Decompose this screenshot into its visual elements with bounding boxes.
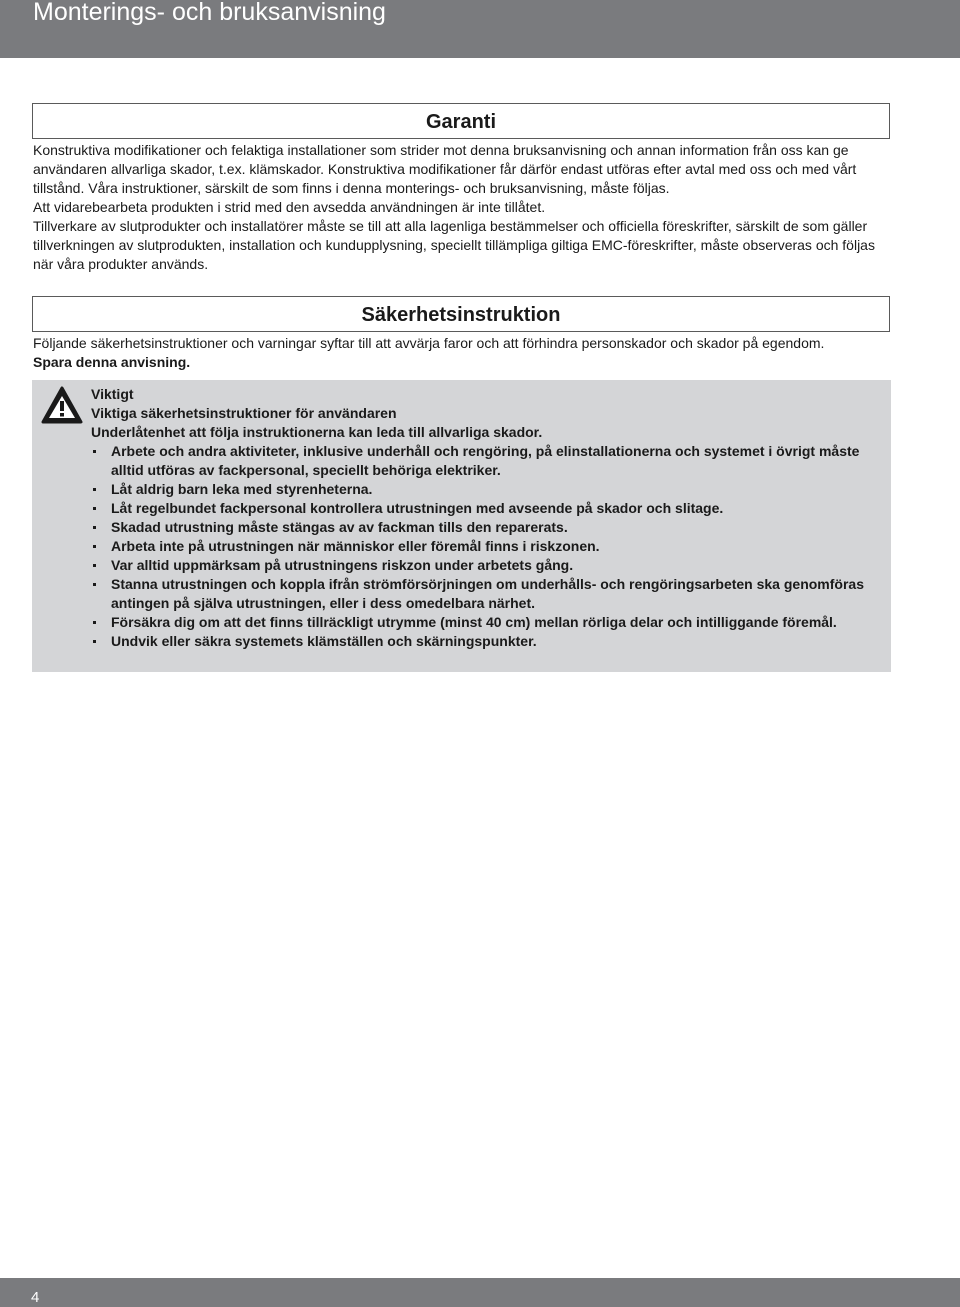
warning-triangle-icon	[41, 386, 83, 424]
warning-item: Arbeta inte på utrustningen när människor eller föremål finns i riskzonen.	[91, 537, 881, 556]
warning-list	[91, 442, 881, 651]
warning-item: Låt regelbundet fackpersonal kontrollera utrustningen med avseende på skador och slitage.	[91, 499, 881, 518]
warning-heading: Viktigt	[91, 386, 134, 402]
warning-item: Skadad utrustning måste stängas av av fackman tills den reparerats.	[91, 518, 881, 537]
warning-text	[91, 385, 881, 651]
warning-item: Undvik eller säkra systemets klämställen och skärningspunkter.	[91, 632, 881, 651]
sakerhet-title-box	[32, 296, 890, 332]
sakerhet-intro-text: Följande säkerhetsinstruktioner och varningar syftar till att avvärja faror och att förhindra personskador och skador på egendom.	[33, 335, 825, 351]
warning-lead: Underlåtenhet att följa instruktionerna kan leda till allvarliga skador.	[91, 424, 543, 440]
warning-item: Försäkra dig om att det finns tillräckligt utrymme (minst 40 cm) mellan rörliga delar och intilliggande föremål.	[91, 613, 881, 632]
garanti-paragraph-3: Tillverkare av slutprodukter och installatörer måste se till att alla lagenliga bestämmelser och officiella föreskrifter, särskilt de som gäller tillverkningen av slutprodukten, installation och kundupplysning, speciellt tillämpliga giltiga EMC-föreskrifter, måste observeras och följas när våra produkter används.	[33, 218, 875, 272]
garanti-paragraph-2: Att vidarebearbeta produkten i strid med den avsedda användningen är inte tillåtet.	[33, 199, 546, 215]
garanti-title: Garanti	[425, 111, 497, 133]
footer-bar	[0, 1278, 960, 1307]
warning-panel	[32, 380, 891, 672]
sakerhet-title: Säkerhetsinstruktion	[361, 304, 561, 326]
warning-item: Arbete och andra aktiviteter, inklusive underhåll och rengöring, på elinstallationerna och systemet i övrigt måste alltid utföras av fackpersonal, speciellt behöriga elektriker.	[91, 442, 881, 480]
sakerhet-intro	[33, 334, 891, 372]
warning-item: Var alltid uppmärksam på utrustningens riskzon under arbetets gång.	[91, 556, 881, 575]
warning-subheading: Viktiga säkerhetsinstruktioner för användaren	[91, 405, 397, 421]
header-bar	[0, 0, 960, 58]
garanti-title-box	[32, 103, 890, 139]
garanti-body	[33, 141, 891, 274]
garanti-paragraph-1: Konstruktiva modifikationer och felaktiga installationer som strider mot denna bruksanvisning och annan information från oss kan ge användaren allvarliga skador, t.ex. klämskador. Konstruktiva modifikationer får därför endast utföras efter avtal med oss och med vårt tillstånd. Våra instruktioner, särskilt de som finns i denna monterings- och bruksanvisning, måste följas.	[33, 142, 857, 196]
page-header-title: Monterings- och bruksanvisning	[33, 0, 386, 26]
warning-item: Stanna utrustningen och koppla ifrån strömförsörjningen om underhålls- och rengöringsarbeten ska genomföras antingen på själva utrustningen, eller i dess omedelbara närhet.	[91, 575, 881, 613]
warning-item: Låt aldrig barn leka med styrenheterna.	[91, 480, 881, 499]
sakerhet-intro-bold: Spara denna anvisning.	[33, 354, 191, 370]
page-number: 4	[31, 1289, 40, 1306]
